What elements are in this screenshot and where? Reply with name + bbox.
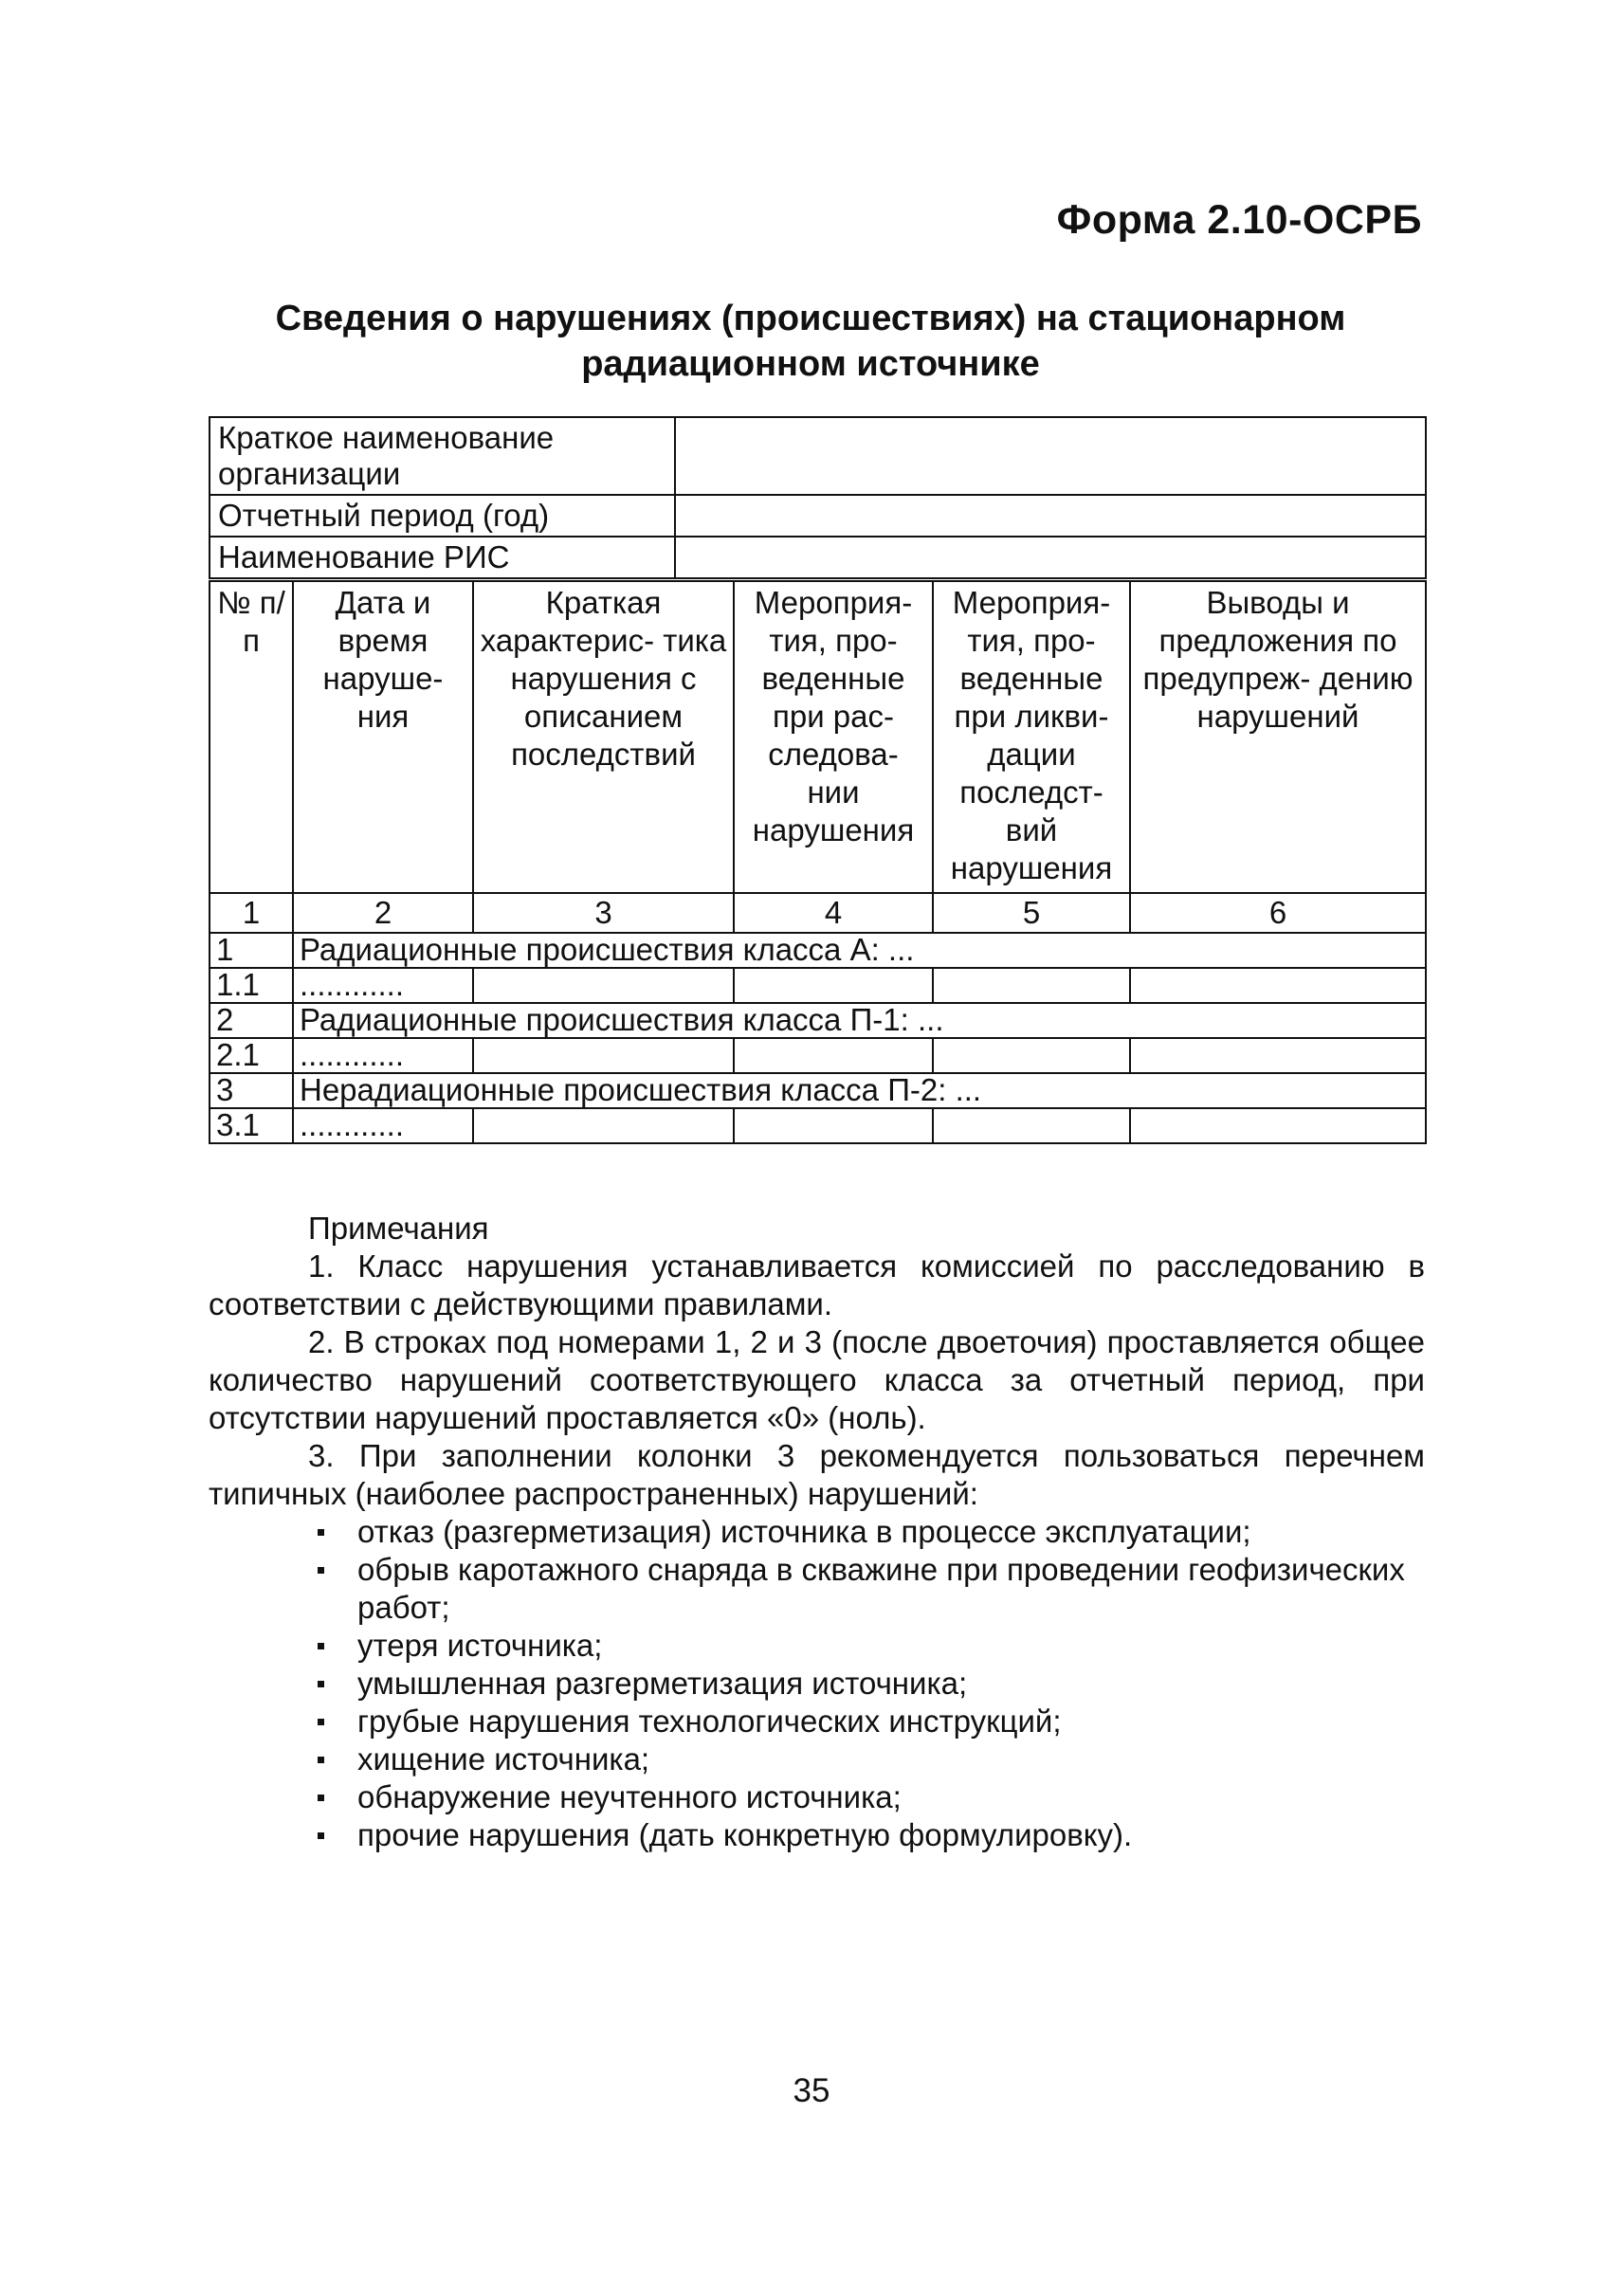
note-2: 2. В строках под номерами 1, 2 и 3 (после двоеточия) проставляется общее количество нарушений соответствующего класса за отчетный период, при отсутствии нарушений проставляется «0» (ноль). [209, 1324, 1425, 1435]
list-item [308, 1665, 1425, 1703]
column-number: 6 [1130, 893, 1426, 933]
document-title-line-2: радиационном источнике [581, 344, 1040, 384]
list-item [308, 1513, 1425, 1551]
empty-cell[interactable] [933, 968, 1130, 1003]
empty-cell[interactable] [734, 1038, 933, 1073]
section-row-class-p1 [210, 1003, 1426, 1038]
empty-cell[interactable] [1130, 1038, 1426, 1073]
header-date-time: Дата и время наруше- ния [293, 581, 473, 893]
list-item-text: умышленная разгерметизация источника; [357, 1666, 968, 1701]
row-placeholder-cell[interactable]: ............ [293, 1108, 473, 1143]
list-item [308, 1816, 1425, 1854]
bullet-icon [318, 1719, 324, 1725]
bullet-icon [318, 1567, 324, 1574]
info-value-organization[interactable] [675, 417, 1426, 495]
section-title: Радиационные происшествия класса П-1: ... [293, 1003, 1426, 1038]
bullet-icon [318, 1681, 324, 1687]
empty-cell[interactable] [933, 1038, 1130, 1073]
header-conclusions: Выводы и предложения по предупреж- дению нарушений [1130, 581, 1426, 893]
note-1: 1. Класс нарушения устанавливается комиссией по расследованию в соответствии с действующими правилами. [209, 1248, 1425, 1321]
column-number: 5 [933, 893, 1130, 933]
section-number: 1 [210, 933, 293, 968]
form-code: Форма 2.10-ОСРБ [1056, 197, 1422, 243]
list-item-text: хищение источника; [357, 1741, 650, 1777]
document-title [190, 296, 1432, 387]
empty-cell[interactable] [473, 968, 734, 1003]
empty-cell[interactable] [734, 1108, 933, 1143]
section-title: Радиационные происшествия класса А: ... [293, 933, 1426, 968]
section-row-class-p2 [210, 1073, 1426, 1108]
header-description: Краткая характерис- тика нарушения с описанием последствий [473, 581, 734, 893]
table-row [210, 1108, 1426, 1143]
section-number: 2 [210, 1003, 293, 1038]
row-placeholder-cell[interactable]: ............ [293, 968, 473, 1003]
info-value-period[interactable] [675, 495, 1426, 537]
list-item-text: грубые нарушения технологических инструкций; [357, 1704, 1062, 1739]
empty-cell[interactable] [1130, 968, 1426, 1003]
bullet-icon [318, 1643, 324, 1649]
list-item-text: отказ (разгерметизация) источника в процессе эксплуатации; [357, 1514, 1251, 1549]
empty-cell[interactable] [933, 1108, 1130, 1143]
table-row [210, 1038, 1426, 1073]
document-title-line-1: Сведения о нарушениях (происшествиях) на стационарном [275, 299, 1346, 338]
info-label-organization: Краткое наименование организации [210, 417, 675, 495]
section-number: 3 [210, 1073, 293, 1108]
empty-cell[interactable] [473, 1108, 734, 1143]
section-title: Нерадиационные происшествия класса П-2: ... [293, 1073, 1426, 1108]
list-item [308, 1778, 1425, 1816]
violations-table [209, 580, 1427, 1144]
column-number: 3 [473, 893, 734, 933]
header-number: № п/п [210, 581, 293, 893]
info-value-ris[interactable] [675, 537, 1426, 578]
column-number: 2 [293, 893, 473, 933]
bullet-icon [318, 1529, 324, 1536]
row-placeholder-cell[interactable]: ............ [293, 1038, 473, 1073]
row-number: 1.1 [210, 968, 293, 1003]
table-row [210, 968, 1426, 1003]
violation-types-list [209, 1513, 1425, 1854]
empty-cell[interactable] [734, 968, 933, 1003]
info-row-period [210, 495, 1426, 537]
list-item-text: обрыв каротажного снаряда в скважине при проведении геофизических работ; [357, 1552, 1405, 1625]
header-elimination-measures: Мероприя- тия, про- веденные при ликви- дации последст- вий нарушения [933, 581, 1130, 893]
list-item-text: обнаружение неучтенного источника; [357, 1779, 902, 1814]
bullet-icon [318, 1757, 324, 1763]
notes-title: Примечания [308, 1211, 489, 1246]
bullet-icon [318, 1832, 324, 1839]
list-item [308, 1627, 1425, 1665]
notes-section [209, 1210, 1425, 1854]
info-row-organization [210, 417, 1426, 495]
row-number: 3.1 [210, 1108, 293, 1143]
list-item [308, 1740, 1425, 1778]
bullet-icon [318, 1795, 324, 1801]
page-number: 35 [793, 2072, 830, 2109]
note-3: 3. При заполнении колонки 3 рекомендуется пользоваться перечнем типичных (наиболее распространенных) нарушений: [209, 1438, 1425, 1511]
organization-info-table [209, 416, 1427, 579]
row-number: 2.1 [210, 1038, 293, 1073]
section-row-class-a [210, 933, 1426, 968]
column-number: 1 [210, 893, 293, 933]
empty-cell[interactable] [473, 1038, 734, 1073]
list-item-text: утеря источника; [357, 1628, 603, 1663]
table-header-row [210, 581, 1426, 893]
list-item-text: прочие нарушения (дать конкретную формулировку). [357, 1817, 1133, 1852]
info-label-period: Отчетный период (год) [210, 495, 675, 537]
list-item [308, 1551, 1425, 1627]
column-number-row [210, 893, 1426, 933]
list-item [308, 1703, 1425, 1740]
info-label-ris: Наименование РИС [210, 537, 675, 578]
info-row-ris [210, 537, 1426, 578]
column-number: 4 [734, 893, 933, 933]
empty-cell[interactable] [1130, 1108, 1426, 1143]
header-investigation-measures: Мероприя- тия, про- веденные при рас- следова- нии нарушения [734, 581, 933, 893]
